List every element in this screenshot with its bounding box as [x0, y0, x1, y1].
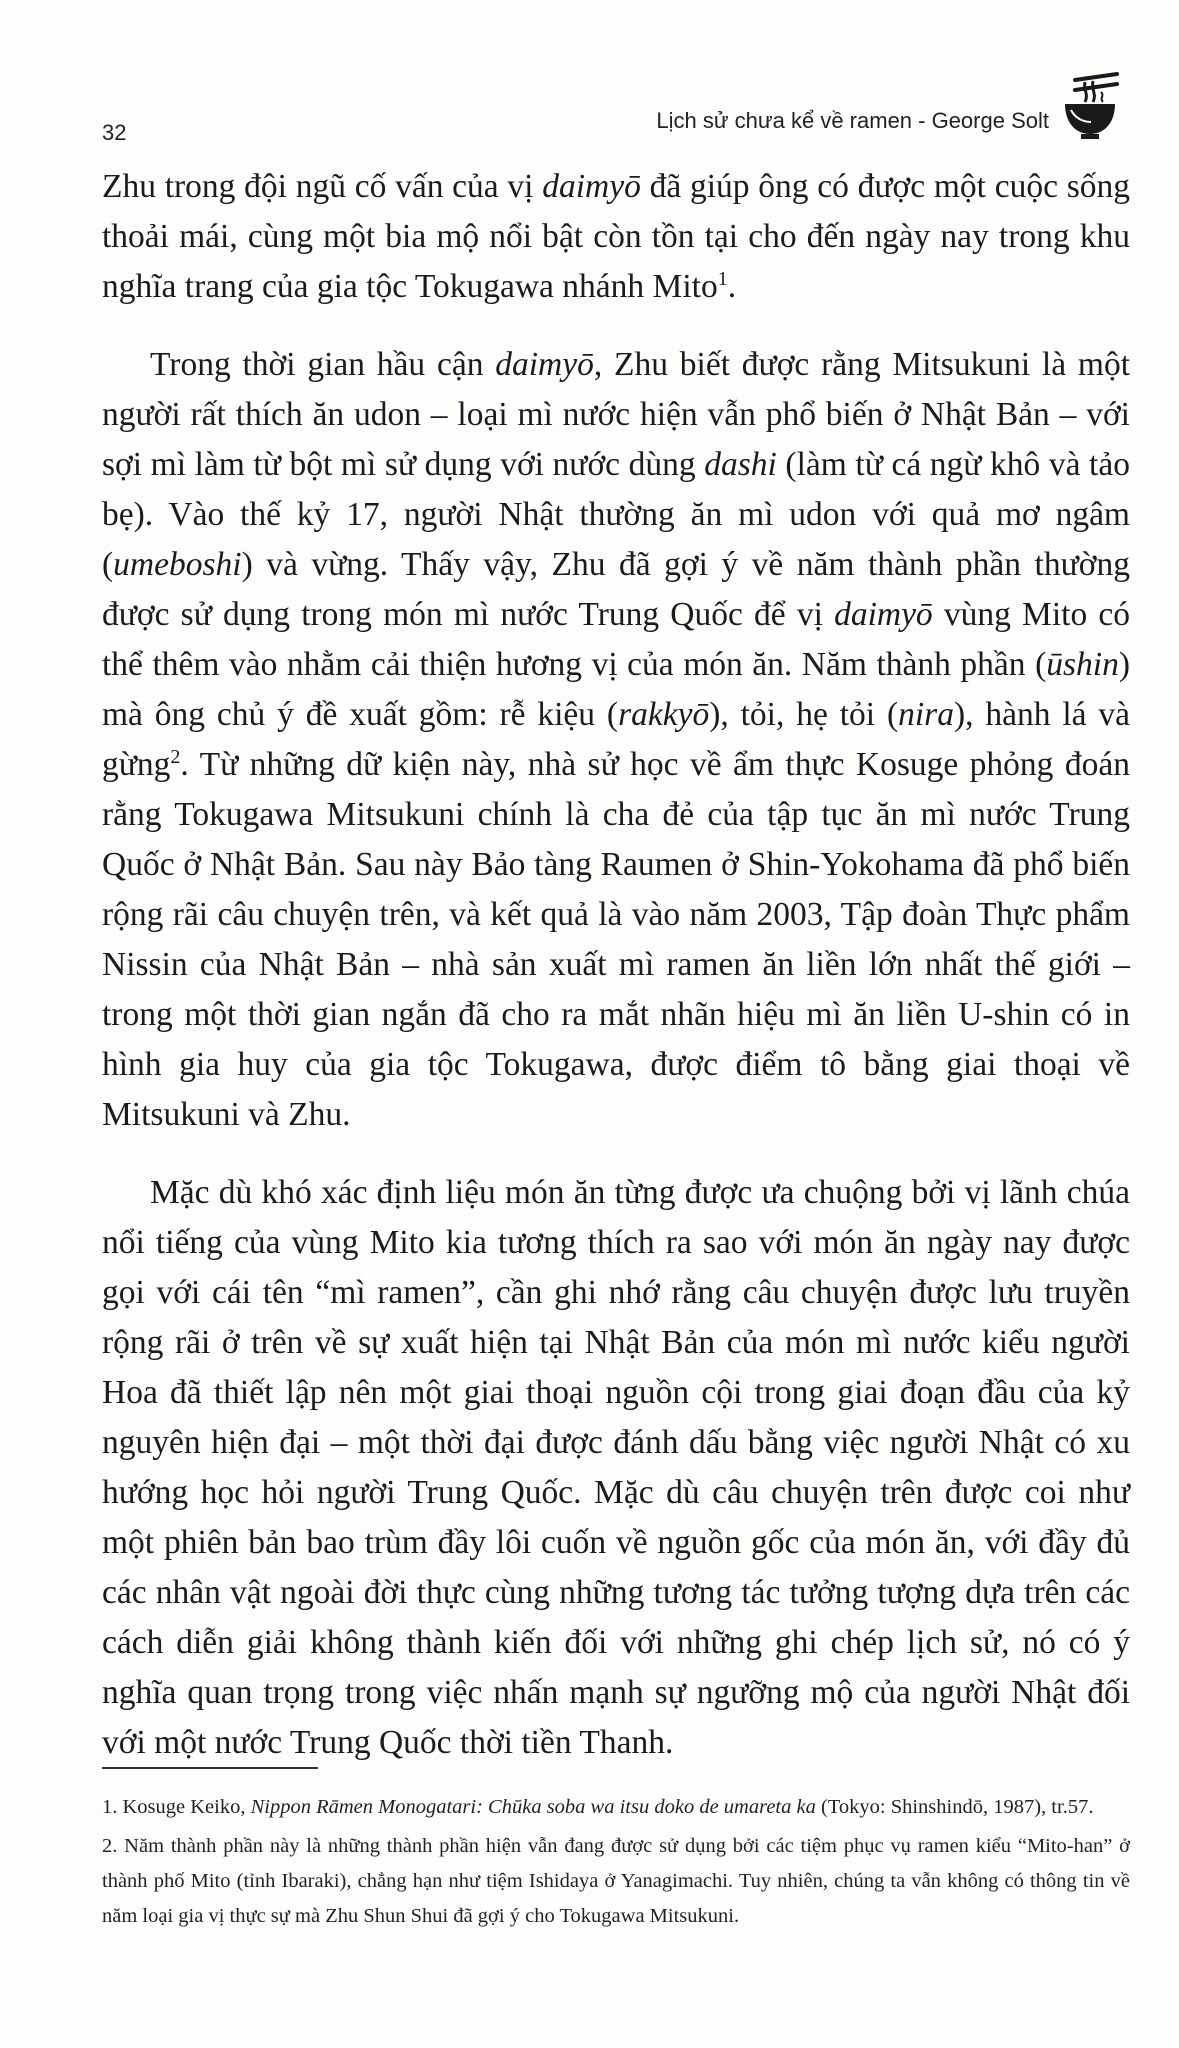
footnote-ref-1: 1 — [717, 267, 728, 290]
footnote-1 — [102, 1790, 1130, 1825]
italic-term: umeboshi — [113, 546, 242, 583]
footnote-2: 2. Năm thành phần này là những thành phần hiện vẫn đang được sử dụng bởi các tiệm phục vụ ramen kiểu “Mito-han” ở thành phố Mito (tỉnh Ibaraki), chẳng hạn như tiệm Ishidaya ở Yanagimachi. Tuy nhiên, chúng ta vẫn không có thông tin về năm loại gia vị thực sự mà Zhu Shun Shui đã gợi ý cho Tokugawa Mitsukuni. — [102, 1835, 1130, 1927]
page-header — [100, 100, 1119, 150]
italic-term: dashi — [704, 446, 777, 483]
italic-term: nira — [898, 696, 954, 733]
text-run: (làm từ cá ngừ khô và tảo bẹ). Vào thế kỷ 17, người Nhật thường ăn mì udon với quả mơ ngâm ( — [102, 446, 1130, 583]
body-text — [102, 162, 1130, 1768]
text-run: ) mà ông chủ ý đề xuất gồm: rễ kiệu ( — [102, 646, 1130, 733]
italic-book-title: Nippon Rāmen Monogatari: Chūka soba wa itsu doko de umareta ka — [250, 1796, 816, 1818]
text-run: , Zhu biết được rằng Mitsukuni là một người rất thích ăn udon – loại mì nước hiện vẫn phổ biến ở Nhật Bản – với sợi mì làm từ bột mì sử dụng với nước dùng — [102, 346, 1131, 483]
italic-term: daimyō — [495, 346, 594, 383]
ramen-bowl-chopsticks-icon — [1061, 70, 1119, 146]
footnote-divider — [102, 1767, 318, 1769]
text-run: 1. Kosuge Keiko, — [102, 1796, 251, 1818]
text-run: ) và vừng. Thấy vậy, Zhu đã gợi ý về năm thành phần thường được sử dụng trong món mì nước Trung Quốc để vị — [102, 546, 1130, 633]
text-run: Zhu trong đội ngũ cố vấn của vị — [102, 168, 543, 205]
text-run: (Tokyo: Shinshindō, 1987), tr.57. — [815, 1796, 1094, 1818]
italic-term: daimyō — [542, 168, 641, 205]
text-run: . — [727, 268, 737, 305]
text-run: . Từ những dữ kiện này, nhà sử học về ẩm thực Kosuge phỏng đoán rằng Tokugawa Mitsukuni chính là cha đẻ của tập tục ăn mì nước Trung Quốc ở Nhật Bản. Sau này Bảo tàng Raumen ở Shin-Yokohama đã phổ biến rộng rãi câu chuyện trên, và kết quả là vào năm 2003, Tập đoàn Thực phẩm Nissin của Nhật Bản – nhà sản xuất mì ramen ăn liền lớn nhất thế giới – trong một thời gian ngắn đã cho ra mắt nhãn hiệu mì ăn liền U-shin có in hình gia huy của gia tộc Tokugawa, được điểm tô bằng giai thoại về Mitsukuni và Zhu. — [102, 746, 1130, 1133]
text-run: Trong thời gian hầu cận — [150, 346, 496, 383]
paragraph-1 — [102, 162, 1130, 312]
text-run: ), tỏi, hẹ tỏi ( — [709, 696, 899, 733]
running-head: Lịch sử chưa kể về ramen - George Solt — [656, 108, 1049, 133]
text-run: đã giúp ông có được một cuộc sống thoải mái, cùng một bia mộ nổi bật còn tồn tại cho đến ngày nay trong khu nghĩa trang của gia tộc Tokugawa nhánh Mito — [102, 168, 1130, 305]
paragraph-3: Mặc dù khó xác định liệu món ăn từng được ưa chuộng bởi vị lãnh chúa nổi tiếng của vùng Mito kia tương thích ra sao với món ăn ngày nay được gọi với cái tên “mì ramen”, cần ghi nhớ rằng câu chuyện được lưu truyền rộng rãi ở trên về sự xuất hiện tại Nhật Bản của món mì nước kiểu người Hoa đã thiết lập nên một giai thoại nguồn cội trong giai đoạn đầu của kỷ nguyên hiện đại – một thời đại được đánh dấu bằng việc người Nhật có xu hướng học hỏi người Trung Quốc. Mặc dù câu chuyện trên được coi như một phiên bản bao trùm đầy lôi cuốn về nguồn gốc của món ăn, với đầy đủ các nhân vật ngoài đời thực cùng những tương tác tưởng tượng dựa trên các cách diễn giải không thành kiến đối với những ghi chép lịch sử, nó có ý nghĩa quan trọng trong việc nhấn mạnh sự ngưỡng mộ của người Nhật đối với một nước Trung Quốc thời tiền Thanh. — [102, 1174, 1130, 1761]
paragraph-2 — [102, 340, 1130, 1140]
footnote-ref-2: 2 — [170, 745, 181, 768]
page-number: 32 — [102, 120, 127, 145]
italic-term: rakkyō — [618, 696, 710, 733]
text-run: ), hành lá và gừng — [102, 696, 1130, 783]
text-run: vùng Mito có thể thêm vào nhằm cải thiện hương vị của món ăn. Năm thành phần ( — [102, 596, 1130, 683]
footnotes — [102, 1790, 1130, 1934]
italic-term: ūshin — [1046, 646, 1119, 683]
italic-term: daimyō — [834, 596, 933, 633]
